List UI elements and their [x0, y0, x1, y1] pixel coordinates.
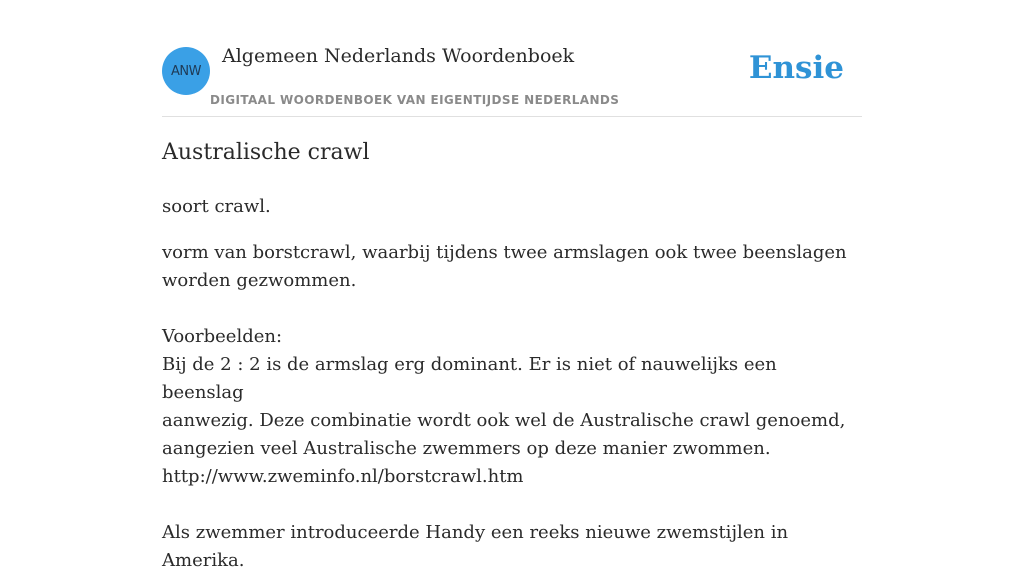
examples-heading: Voorbeelden:: [162, 326, 283, 347]
anw-logo[interactable]: [162, 47, 210, 95]
header: [162, 0, 862, 117]
entry-body: [162, 239, 862, 575]
ensie-brand-logo[interactable]: Ensie: [748, 50, 844, 86]
definition-line: worden gezwommen.: [162, 270, 357, 291]
site-title[interactable]: Algemeen Nederlands Woordenboek: [222, 45, 575, 67]
spacer: [162, 295, 862, 323]
site-subtitle: DIGITAAL WOORDENBOEK VAN EIGENTIJDSE NEDERLANDS: [210, 93, 620, 107]
definition-line: vorm van borstcrawl, waarbij tijdens twee armslagen ook twee beenslagen: [162, 242, 847, 263]
example-source: http://www.zweminfo.nl/borstcrawl.htm: [162, 466, 524, 487]
page: [162, 0, 862, 571]
spacer: [162, 491, 862, 519]
entry-title: Australische crawl: [162, 140, 370, 165]
example-line: Bij de 2 : 2 is de armslag erg dominant. Er is niet of nauwelijks een beenslag: [162, 354, 777, 403]
logo-text: ANW: [171, 63, 201, 79]
example-line: Als zwemmer introduceerde Handy een reeks nieuwe zwemstijlen in Amerika.: [162, 522, 789, 571]
short-definition: soort crawl.: [162, 196, 271, 217]
example-line: aanwezig. Deze combinatie wordt ook wel de Australische crawl genoemd,: [162, 410, 846, 431]
example-line: aangezien veel Australische zwemmers op deze manier zwommen.: [162, 438, 771, 459]
